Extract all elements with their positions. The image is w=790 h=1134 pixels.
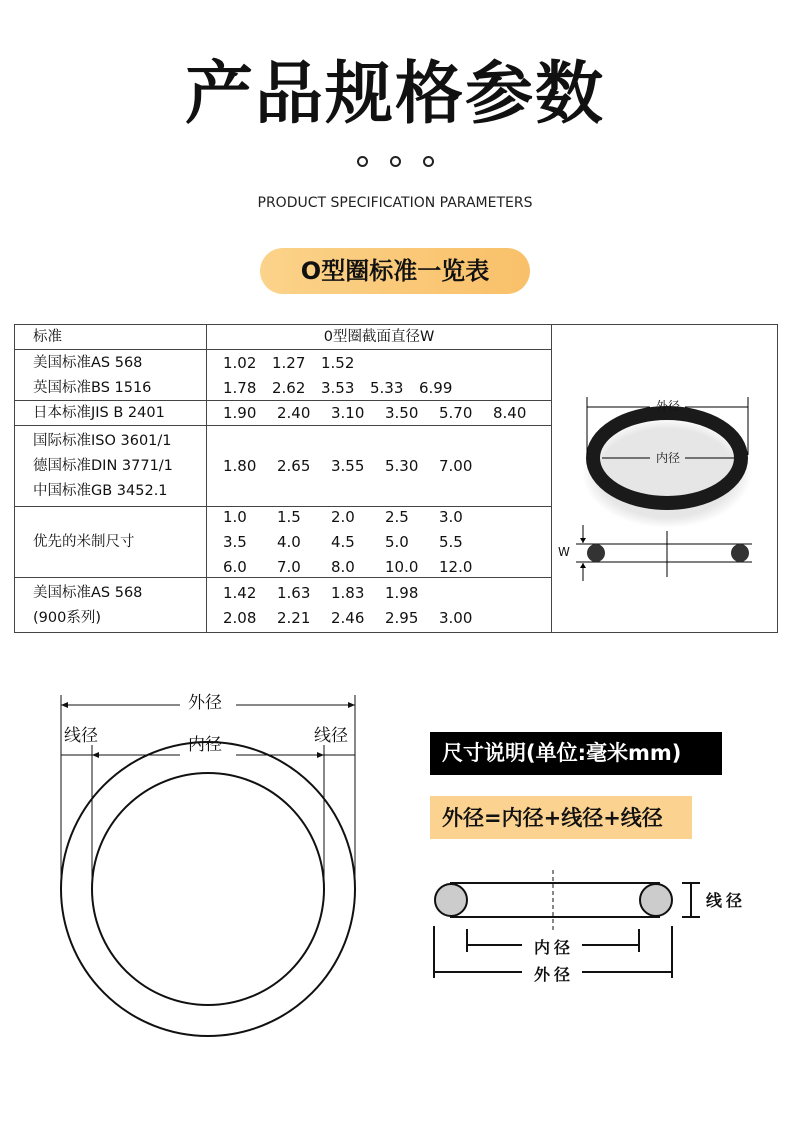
diameter-value: 1.80	[223, 457, 257, 475]
diameter-value: 5.0	[385, 533, 409, 551]
diameter-value: 2.95	[385, 609, 419, 627]
diameter-value: 3.0	[439, 508, 463, 526]
diameter-value: 4.0	[277, 533, 301, 551]
row-values	[223, 606, 493, 631]
diameter-value: 2.46	[331, 609, 365, 627]
diameter-value: 3.00	[439, 609, 473, 627]
diameter-value: 8.40	[493, 404, 527, 422]
inner-label: 内径	[534, 938, 575, 957]
diameter-value: 2.40	[277, 404, 311, 422]
diameter-value: 6.99	[419, 378, 453, 397]
row-values	[223, 454, 493, 479]
diameter-value: 2.0	[331, 508, 355, 526]
diameter-value: 1.98	[385, 584, 419, 602]
formula: 外径=内径+线径+线径	[430, 796, 692, 839]
diameter-value: 3.10	[331, 404, 365, 422]
row-standard-label: 优先的米制尺寸	[33, 534, 135, 550]
row-standard-label: 日本标准JIS B 2401	[33, 405, 165, 421]
row-values	[223, 376, 468, 401]
row-values	[223, 351, 370, 376]
header-standard: 标准	[33, 329, 62, 345]
diameter-value: 2.5	[385, 508, 409, 526]
row-standard-label: 国际标准ISO 3601/1	[33, 433, 172, 449]
diameter-value: 10.0	[385, 558, 419, 576]
row-standard-label: 中国标准GB 3452.1	[33, 483, 168, 499]
inner-label: 内径	[188, 735, 222, 755]
diameter-value: 1.02	[223, 353, 257, 372]
note-title: 尺寸说明(单位:毫米mm)	[430, 732, 722, 775]
decorative-dots	[0, 152, 790, 171]
outer-label: 外径	[188, 693, 222, 713]
diameter-value: 1.78	[223, 378, 257, 397]
section-title: O型圈标准一览表	[260, 248, 530, 294]
row-standard-label: 美国标准AS 568	[33, 585, 143, 601]
row-values	[223, 401, 547, 426]
row-standard-label: 英国标准BS 1516	[33, 379, 152, 396]
row-standard-label: 美国标准AS 568	[33, 354, 143, 371]
diameter-value: 1.90	[223, 404, 257, 422]
diameter-value: 1.52	[321, 353, 355, 372]
outer-label: 外径	[656, 399, 681, 413]
diameter-value: 1.42	[223, 584, 257, 602]
diameter-value: 1.5	[277, 508, 301, 526]
row-values	[223, 581, 439, 606]
header-diameter: 0型圈截面直径W	[323, 329, 435, 345]
wire-left-label: 线径	[64, 726, 98, 746]
diameter-value: 2.65	[277, 457, 311, 475]
diameter-value: 1.0	[223, 508, 247, 526]
diameter-value: 6.0	[223, 558, 247, 576]
diameter-value: 2.62	[272, 378, 306, 397]
spec-table	[14, 324, 778, 633]
subtitle: PRODUCT SPECIFICATION PARAMETERS	[257, 195, 533, 211]
diameter-value: 4.5	[331, 533, 355, 551]
page-title: 产品规格参数	[184, 55, 605, 134]
diameter-value: 1.27	[272, 353, 306, 372]
wire-label: 线径	[706, 891, 747, 910]
wire-right-label: 线径	[314, 726, 348, 746]
cross-section-diagram	[420, 860, 760, 990]
diameter-value: 3.5	[223, 533, 247, 551]
diameter-value: 2.08	[223, 609, 257, 627]
diameter-value: 8.0	[331, 558, 355, 576]
diameter-value: 3.53	[321, 378, 355, 397]
diameter-value: 3.50	[385, 404, 419, 422]
diameter-value: 5.33	[370, 378, 404, 397]
row-standard-label: (900系列)	[33, 610, 101, 626]
row-standard-label: 德国标准DIN 3771/1	[33, 458, 173, 474]
diameter-value: 5.5	[439, 533, 463, 551]
row-values	[223, 505, 493, 530]
diameter-value: 5.70	[439, 404, 473, 422]
diameter-value: 7.00	[439, 457, 473, 475]
diameter-value: 12.0	[439, 558, 473, 576]
outer-label: 外径	[534, 965, 575, 984]
diameter-value: 3.55	[331, 457, 365, 475]
w-label: W	[558, 545, 570, 559]
diameter-value: 5.30	[385, 457, 419, 475]
diameter-value: 2.21	[277, 609, 311, 627]
oring-diagram	[552, 325, 778, 632]
diameter-value: 1.63	[277, 584, 311, 602]
row-values	[223, 555, 493, 580]
inner-label: 内径	[656, 451, 681, 465]
diameter-value: 1.83	[331, 584, 365, 602]
row-values	[223, 530, 493, 555]
diameter-value: 7.0	[277, 558, 301, 576]
